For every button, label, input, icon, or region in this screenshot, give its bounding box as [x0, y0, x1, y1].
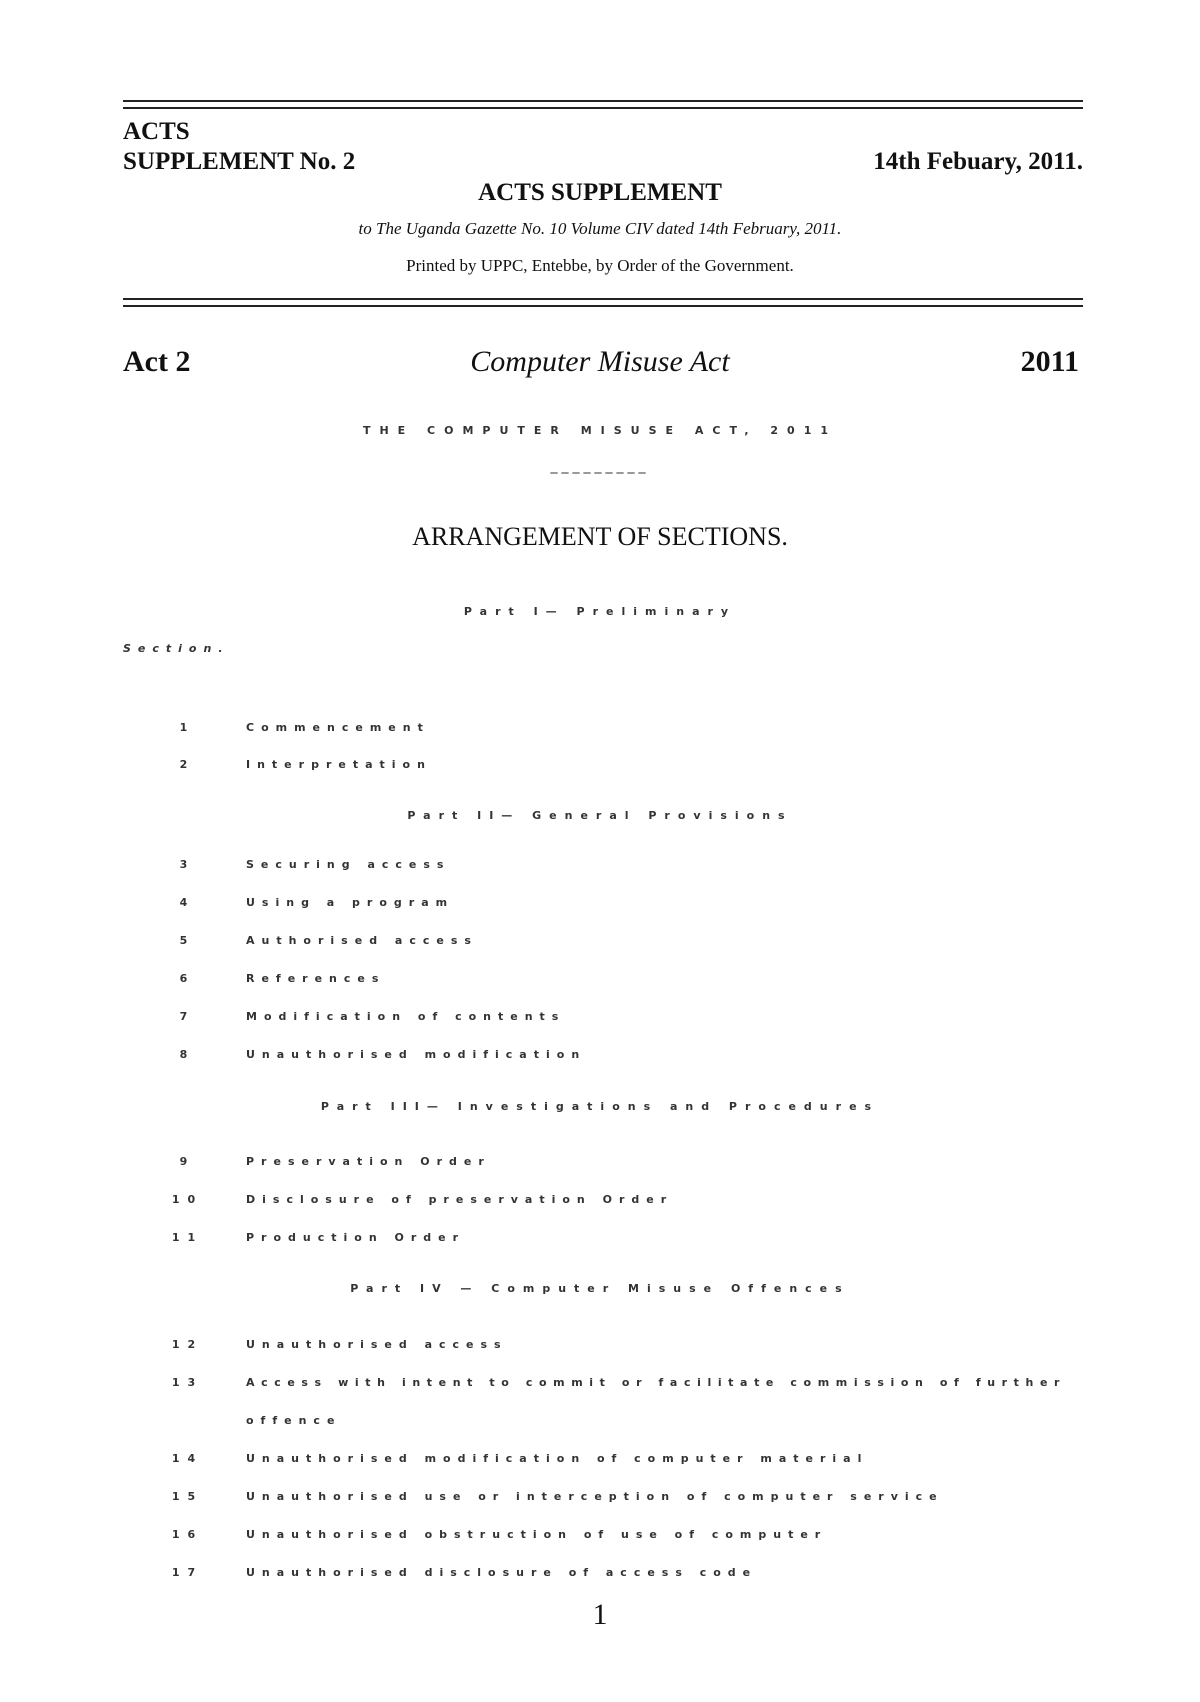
section-number: 8: [179, 1048, 196, 1061]
section-title: Access with intent to commit or facilitate commission of further: [246, 1376, 1067, 1389]
section-number: 7: [179, 1010, 196, 1023]
part-heading: Part II— General Provisions: [407, 809, 793, 822]
top-rule-2: [123, 107, 1083, 109]
section-title-continued: offence: [246, 1414, 342, 1427]
page-number: 1: [592, 1598, 608, 1631]
section-title: Unauthorised access: [246, 1338, 508, 1351]
gazette-reference: to The Uganda Gazette No. 10 Volume CIV dated 14th February, 2011.: [358, 219, 842, 238]
section-title: Preservation Order: [246, 1155, 491, 1168]
section-number: 13: [171, 1376, 204, 1389]
section-number: 4: [179, 896, 196, 909]
title-divider: _________: [550, 458, 650, 474]
section-title: Commencement: [246, 721, 430, 734]
supplement-number: SUPPLEMENT No. 2: [123, 148, 356, 175]
acts-label: ACTS: [123, 118, 190, 145]
header-rule-1: [123, 298, 1083, 300]
section-title: Modification of contents: [246, 1010, 566, 1023]
section-title: Using a program: [246, 896, 455, 909]
section-title: Unauthorised disclosure of access code: [246, 1566, 758, 1579]
section-number: 3: [179, 858, 196, 871]
section-number: 15: [171, 1490, 204, 1503]
section-title: Unauthorised obstruction of use of computer: [246, 1528, 828, 1541]
section-title: Production Order: [246, 1231, 466, 1244]
section-number: 10: [171, 1193, 204, 1206]
section-title: Disclosure of preservation Order: [246, 1193, 674, 1206]
section-number: 1: [179, 721, 196, 734]
section-number: 16: [171, 1528, 204, 1541]
act-year: 2011: [1020, 345, 1079, 378]
act-title: THE COMPUTER MISUSE ACT, 2011: [362, 424, 838, 437]
section-title: Unauthorised modification of computer material: [246, 1452, 869, 1465]
section-title: Securing access: [246, 858, 451, 871]
section-label: Section.: [123, 642, 230, 655]
section-number: 2: [179, 758, 196, 771]
section-title: Unauthorised use or interception of computer service: [246, 1490, 944, 1503]
part-heading: Part IV — Computer Misuse Offences: [350, 1282, 850, 1295]
printer-line: Printed by UPPC, Entebbe, by Order of the Government.: [406, 256, 794, 275]
supplement-title: ACTS SUPPLEMENT: [478, 179, 722, 206]
section-title: Unauthorised modification: [246, 1048, 587, 1061]
act-number: Act 2: [123, 345, 191, 378]
section-number: 11: [171, 1231, 204, 1244]
section-title: References: [246, 972, 386, 985]
supplement-date: 14th Febuary, 2011.: [873, 148, 1083, 175]
section-number: 17: [171, 1566, 204, 1579]
section-number: 14: [171, 1452, 204, 1465]
header-rule-2: [123, 305, 1083, 307]
section-number: 5: [179, 934, 196, 947]
section-number: 9: [179, 1155, 196, 1168]
running-title: Computer Misuse Act: [470, 345, 730, 378]
arrangement-heading: ARRANGEMENT OF SECTIONS.: [412, 522, 788, 551]
section-title: Authorised access: [246, 934, 478, 947]
section-title: Interpretation: [246, 758, 432, 771]
part-heading: Part I— Preliminary: [463, 605, 737, 618]
section-number: 12: [171, 1338, 204, 1351]
top-rule-1: [123, 100, 1083, 102]
section-number: 6: [179, 972, 196, 985]
part-heading: Part III— Investigations and Procedures: [320, 1100, 880, 1113]
